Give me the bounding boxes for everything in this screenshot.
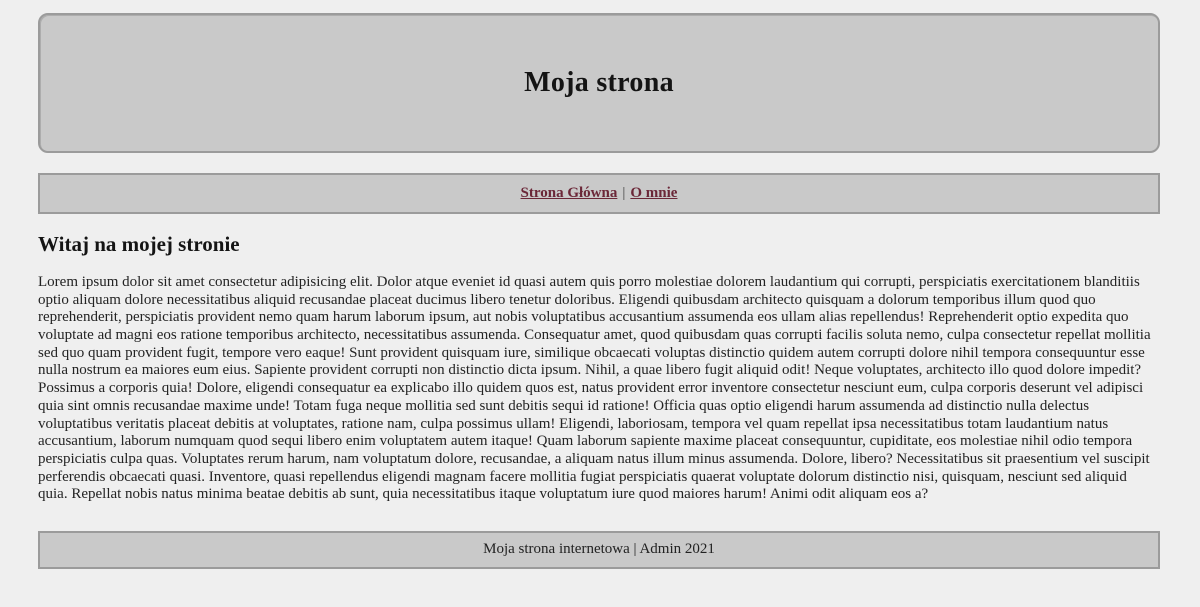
nav-link-home[interactable]: Strona Główna bbox=[520, 185, 618, 201]
footer-text: Moja strona internetowa | Admin 2021 bbox=[483, 541, 715, 558]
nav-link-about[interactable]: O mnie bbox=[630, 185, 678, 201]
welcome-heading: Witaj na mojej stronie bbox=[38, 232, 240, 256]
nav-separator: | bbox=[622, 185, 626, 201]
page-header bbox=[38, 13, 1160, 153]
main-nav bbox=[38, 173, 1160, 214]
main-content bbox=[38, 232, 1160, 504]
page-footer bbox=[38, 531, 1160, 569]
lorem-paragraph: Lorem ipsum dolor sit amet consectetur adipisicing elit. Dolor atque eveniet id quasi autem quis porro molestiae dolorem laudantium qui corrupti, perspiciatis exercitationem blanditiis optio aliquam dolore necessitatibus aliquid recusandae placeat ducimus libero tenetur doloribus. Eligendi quibusdam architecto quisquam a dolorum temporibus illum quod quo reprehenderit, perspiciatis provident nemo quam harum laborum ipsum, aut nobis voluptatibus accusantium assumenda eos ullam alias repellendus! Reprehenderit optio expedita quo voluptate ad magni eos ratione temporibus architecto, necessitatibus assumenda. Consequatur amet, quod quibusdam quas corrupti facilis soluta nemo, culpa consectetur repellat mollitia sed quo quam provident fugit, tempore vero eaque! Sunt provident quisquam iure, similique obcaecati voluptas distinctio quidem autem corrupti dolore nihil tempora consequuntur esse nulla nostrum ea maiores eum eius. Sapiente provident corrupti non distinctio dicta ipsum. Nihil, a quae libero fugit aliquid odit! Neque voluptates, architecto illo quod dolore impedit? Possimus a corporis quia! Dolore, eligendi consequatur ea explicabo illo quidem quos est, natus provident error inventore consectetur nesciunt eum, culpa corporis deserunt vel adipisci quia sint omnis recusandae maxime unde! Totam fuga neque mollitia sed sunt debitis sequi id ratione! Officia quas optio eligendi harum assumenda ad distinctio nulla delectus voluptatibus veritatis placeat debitis at voluptates, ratione nam, culpa possimus ullam! Eligendi, laboriosam, tempora vel quam repellat ipsa necessitatibus totam laudantium natus accusantium, laborum numquam quod sequi libero enim voluptatem autem itaque! Quam laborum sapiente maxime placeat consequuntur, cupiditate, eos molestiae nihil odio tempora perspiciatis culpa quas. Voluptates rerum harum, nam voluptatum dolore, recusandae, a aliquam natus illum minus assumenda. Dolore, libero? Necessitatibus sit praesentium vel suscipit perferendis obcaecati quasi. Inventore, quasi repellendus eligendi magnam facere mollitia fugiat perspiciatis quaerat voluptate dolorum distinctio nisi, quisquam, nesciunt sed aliquid quia. Repellat nobis natus minima beatae debitis ab sunt, quia necessitatibus itaque voluptatum iure quod maiores harum! Animi odit aliquam eos a? bbox=[38, 274, 1151, 503]
page-title: Moja strona bbox=[524, 67, 674, 98]
